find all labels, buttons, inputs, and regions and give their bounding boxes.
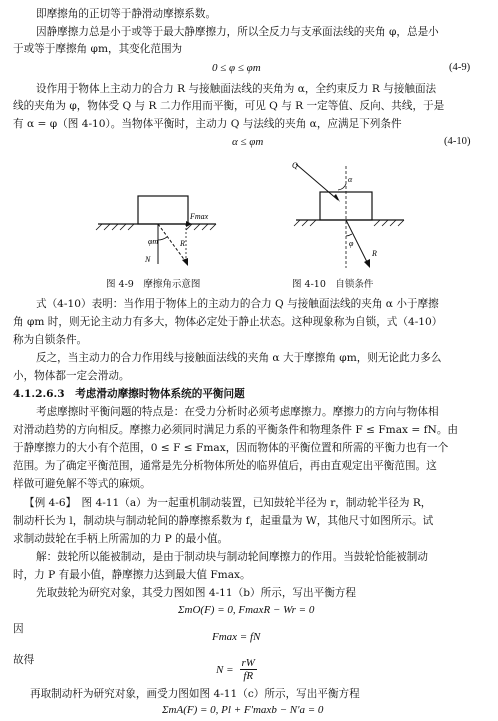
text-line: 于静摩擦力的大小有个范围，0 ≤ F ≤ Fmax，因而物体的平衡位置和所需的平衡力也有一个 xyxy=(13,442,449,454)
text-line: 范围。为了确定平衡范围，通常是先分析物体所处的临界值后，再由直观定出平衡范围。这 xyxy=(13,460,437,472)
text-line: 有 α = φ（图 4-10）。当物体平衡时，主动力 Q 与法线的夹角 α，应满足下列条件 xyxy=(13,118,402,130)
text-line: 考虑摩擦时平衡问题的特点是：在受力分析时必须考虑摩擦力。摩擦力的方向与物体相 xyxy=(36,406,439,418)
equation-number: (4-9) xyxy=(449,62,471,73)
friction-equation: Fmax = fN xyxy=(212,631,261,643)
text-line: 设作用于物体上主动力的合力 R 与接触面法线的夹角为 α，全约束反力 R 与接触面法 xyxy=(36,83,437,95)
text-line: 再取制动杆为研究对象，画受力图如图 4-11（c）所示，写出平衡方程 xyxy=(30,688,360,700)
normal-force-equation xyxy=(216,657,257,682)
label-fmax: Fmax xyxy=(190,212,209,221)
label-r: R xyxy=(180,239,185,248)
figure-4-10-caption: 图 4-10 自锁条件 xyxy=(292,279,374,290)
text-line: 对滑动趋势的方向相反。摩擦力必须同时满足力系的平衡条件和物理条件 F ≤ Fmax = fN。由 xyxy=(13,424,459,436)
label-phim: φm xyxy=(148,237,159,246)
fraction-denominator: fR xyxy=(243,670,254,682)
figure-4-9-caption: 图 4-9 摩擦角示意图 xyxy=(106,279,201,290)
label-phi: φ xyxy=(349,239,354,248)
equation-4-10: α ≤ φm xyxy=(232,136,264,148)
text-line: 小，物体都一定会滑动。 xyxy=(13,370,130,382)
text-line: 角 φm 时，则无论主动力有多大，物体必定处于静止状态。这种现象称为自锁，式（4-10） xyxy=(13,316,443,328)
text-line: 线的夹角为 φ，物体受 Q 与 R 二力作用而平衡，可见 Q 与 R 一定等值、反向、共线，于是 xyxy=(13,100,445,112)
text-line: 求制动鼓轮在手柄上所需加的力 P 的最小值。 xyxy=(13,533,229,545)
moment-equation-a: ΣmA(F) = 0, Pl + F′maxb − N′a = 0 xyxy=(162,704,324,716)
section-heading: 4.1.2.6.3 考虑滑动摩擦时物体系统的平衡问题 xyxy=(13,388,245,400)
moment-equation-o: ΣmO(F) = 0, FmaxR − Wr = 0 xyxy=(178,604,315,616)
text-line: 先取鼓轮为研究对象，其受力图如图 4-11（b）所示，写出平衡方程 xyxy=(36,587,356,599)
text-line: 样做可避免解不等式的麻烦。 xyxy=(13,478,151,490)
figure-4-9-friction-angle xyxy=(90,178,220,270)
label-alpha: α xyxy=(348,175,353,184)
equation-lhs: N = xyxy=(216,663,234,676)
text-line: 于或等于摩擦角 φm，其变化范围为 xyxy=(13,43,183,55)
text-line: 故得 xyxy=(13,654,35,666)
figure-4-10-self-locking xyxy=(290,156,410,272)
equation-number: (4-10) xyxy=(444,136,471,147)
text-line: 时，力 P 有最小值，静摩擦力达到最大值 Fmax。 xyxy=(13,569,251,581)
example-heading: 【例 4-6】 图 4-11（a）为一起重机制动装置，已知鼓轮半径为 r，制动轮半径为 R， xyxy=(24,497,432,509)
label-n: N xyxy=(145,255,151,264)
label-q: Q xyxy=(292,161,298,170)
text-line: 即摩擦角的正切等于静滑动摩擦系数。 xyxy=(36,8,217,20)
fraction-numerator: rW xyxy=(241,657,255,669)
text-line: 因静摩擦力总是小于或等于最大静摩擦力，所以全反力与支承面法线的夹角 φ，总是小 xyxy=(36,26,439,38)
text-line: 解：鼓轮所以能被制动，是由于制动块与制动轮间摩擦力的作用。当鼓轮恰能被制动 xyxy=(36,551,428,563)
label-r: R xyxy=(372,249,377,258)
text-line: 称为自锁条件。 xyxy=(13,334,88,346)
text-line: 因 xyxy=(13,623,24,635)
equation-4-9: 0 ≤ φ ≤ φm xyxy=(212,62,261,74)
text-line: 制动杆长为 l，制动块与制动轮间的静摩擦系数为 f，起重量为 W，其他尺寸如图所示。试 xyxy=(13,515,434,527)
text-line: 式（4-10）表明：当作用于物体上的主动力的合力 Q 与接触面法线的夹角 α 小于摩擦 xyxy=(36,298,439,310)
text-line: 反之，当主动力的合力作用线与接触面法线的夹角 α 大于摩擦角 φm，则无论此力多么 xyxy=(36,352,442,364)
